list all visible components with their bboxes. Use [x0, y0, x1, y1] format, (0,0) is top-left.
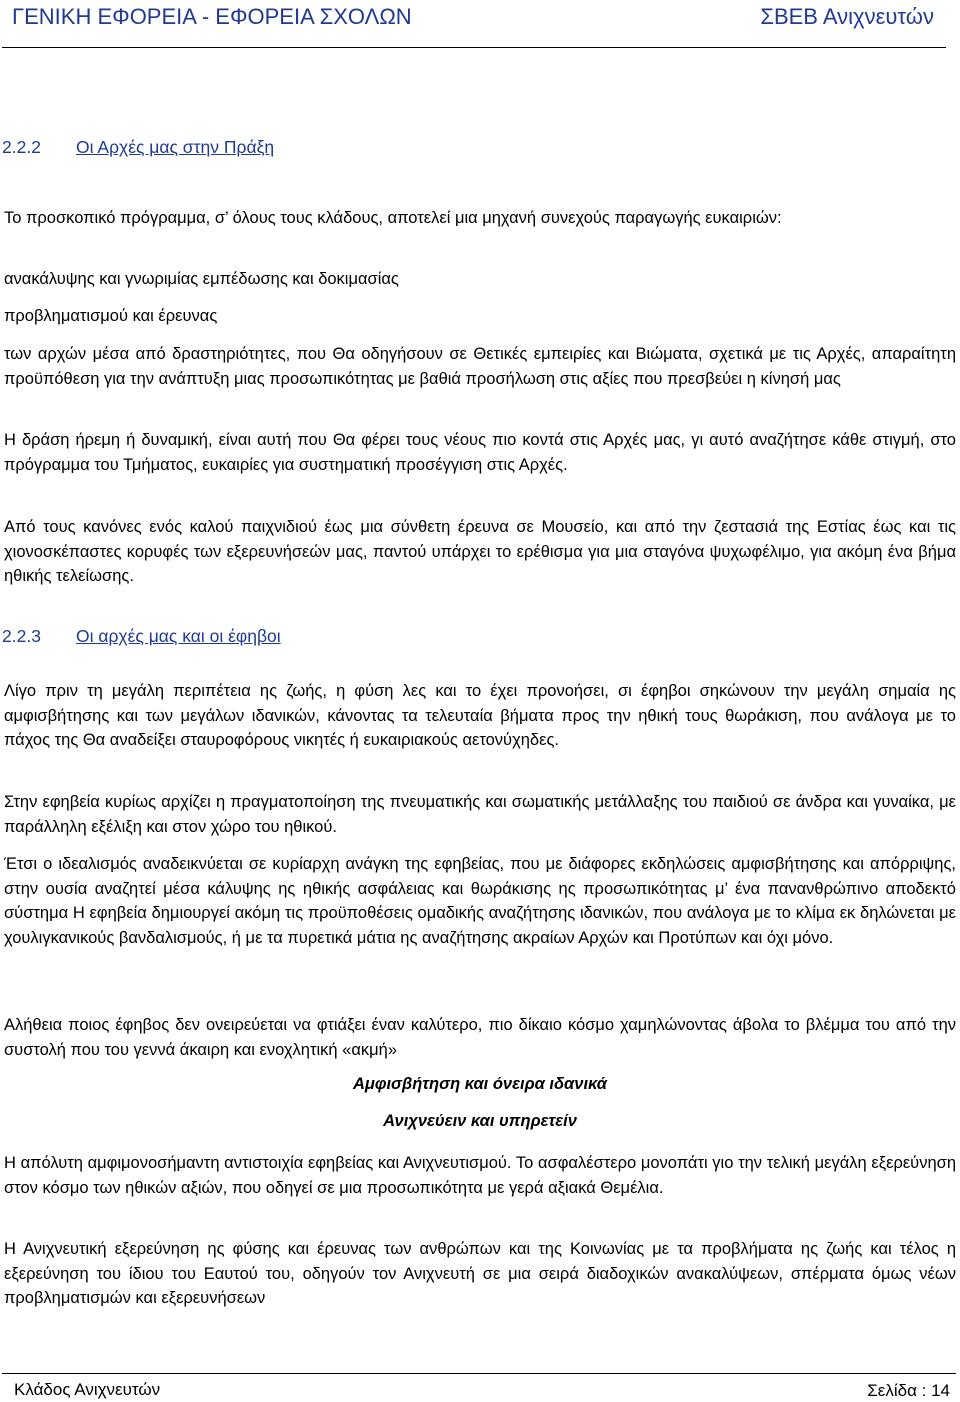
- header-organization: ΓΕΝΙΚΗ ΕΦΟΡΕΙΑ - ΕΦΟΡΕΙΑ ΣΧΟΛΩΝ: [12, 4, 412, 29]
- section-number: 2.2.2: [2, 137, 41, 157]
- footer-branch: Κλάδος Ανιχνευτών: [14, 1380, 161, 1399]
- paragraph: Από τους κανόνες ενός καλού παιχνιδιού έως μια σύνθετη έρευνα σε Μουσείο, και από την ζεστασιά της Εστίας έως και τις χιονοσκέπαστες κορυφές των εξερευνήσεών μας, παντού υπάρχει το ερέθισμα για μια σταγόνα ψυχωφέλιμο, για ακόμη ένα βήμα ηθικής τελείωσης.: [4, 518, 956, 585]
- paragraph: Αλήθεια ποιος έφηβος δεν ονειρεύεται να φτιάξει έναν καλύτερο, πιο δίκαιο κόσμο χαμηλώνοντας άβολα το βλέμμα του από την συστολή που του γεννά άκαιρη και ενοχλητική «ακμή»: [4, 1016, 956, 1059]
- paragraph: Η Ανιχνευτική εξερεύνηση ης φύσης και έρευνας των ανθρώπων και της Κοινωνίας με τα προβλήματα ης ζωής και τέλος η εξερεύνηση του ίδιου του Εαυτού του, οδηγούν τον Ανιχνευτή σε μια σειρά διαδοχικών ανακαλύψεων, σπέρματα όμως νέων προβληματισμών και εξερευνήσεων: [4, 1240, 956, 1307]
- subheading: Αμφισβήτηση και όνειρα ιδανικά: [352, 1075, 607, 1093]
- subheading: Ανιχνεύειν και υπηρετείν: [383, 1112, 577, 1130]
- paragraph: Στην εφηβεία κυρίως αρχίζει η πραγματοποίηση της πνευματικής και σωματικής μετάλλαξης του παιδιού σε άνδρα και γυναίκα, με παράλληλη εξέλιξη και στον χώρο του ηθικού.: [4, 793, 956, 836]
- section-title: Οι Αρχές μας στην Πράξη: [76, 137, 275, 157]
- paragraph: Η απόλυτη αμφιμονοσήμαντη αντιστοιχία εφηβείας και Ανιχνευτισμού. Το ασφαλέστερο μονοπάτι γιο την τελική μεγάλη εξερεύνηση στον κόσμο των ηθικών αξιών, που οδηγεί σε μια προσωπικότητα με γερά αξιακά Θεμέλια.: [4, 1154, 956, 1197]
- paragraph: ανακάλυψης και γνωριμίας εμπέδωσης και δοκιμασίας: [4, 270, 399, 288]
- header-divider: [2, 47, 946, 48]
- paragraph: των αρχών μέσα από δραστηριότητες, που Θα οδηγήσουν σε Θετικές εμπειρίες και Βιώματα, σχετικά με τις Αρχές, απαραίτητη προϋπόθεση για την ανάπτυξη μιας προσωπικότητας με βαθιά προσήλωση στις αξίες που πρεσβεύει η κίνησή μας: [4, 345, 956, 388]
- paragraph: Λίγο πριν τη μεγάλη περιπέτεια ης ζωής, η φύση λες και το έχει προνοήσει, σι έφηβοι σηκώνουν την μεγάλη σημαία ης αμφισβήτησης και των μεγάλων ιδανικών, κάνοντας τα τελευταία βήματα προς την ηθική τους θωράκιση, που ανάλογα με το πάχος της Θα αναδείξει σταυροφόρους νικητές ή ευκαιριακούς αετονύχηδες.: [4, 682, 956, 749]
- page-header: [0, 0, 960, 50]
- footer-divider: [2, 1373, 956, 1374]
- section-heading-2-2-3: [2, 626, 281, 647]
- paragraph: Έτσι ο ιδεαλισμός αναδεικνύεται σε κυρίαρχη ανάγκη της εφηβείας, που με διάφορες εκδηλώσεις αμφισβήτησης και απόρριψης, στην ουσία αναζητεί μέσα κάλυψης ης ηθικής ασφάλειας και θωράκισης ης προσωπικότητας μ’ ένα πανανθρώπινο αποδεκτό σύστημα Η εφηβεία δημιουργεί ακόμη τις προϋποθέσεις ομαδικής αναζήτησης ιδανικών, που ανάλογα με το κλίμα εκ δηλώνεται με χουλιγκανικούς βανδαλισμούς, ή με τα πυρετικά μάτια ης αναζήτησης ακραίων Αρχών και Προτύπων και όχι μόνο.: [4, 855, 956, 947]
- section-title: Οι αρχές μας και οι έφηβοι: [76, 626, 281, 646]
- section-heading-2-2-2: [2, 137, 274, 158]
- page-number: Σελίδα : 14: [867, 1381, 950, 1400]
- header-branch: ΣΒΕΒ Ανιχνευτών: [760, 4, 934, 29]
- section-number: 2.2.3: [2, 626, 41, 646]
- paragraph: Το προσκοπικό πρόγραμμα, σ’ όλους τους κλάδους, αποτελεί μια μηχανή συνεχούς παραγωγής ευκαιριών:: [4, 209, 782, 227]
- paragraph: Η δράση ήρεμη ή δυναμική, είναι αυτή που Θα φέρει τους νέους πιο κοντά στις Αρχές μας, γι αυτό αναζήτησε κάθε στιγμή, στο πρόγραμμα του Τμήματος, ευκαιρίες για συστηματική προσέγγιση στις Αρχές.: [4, 431, 956, 474]
- paragraph: προβληματισμού και έρευνας: [4, 307, 218, 325]
